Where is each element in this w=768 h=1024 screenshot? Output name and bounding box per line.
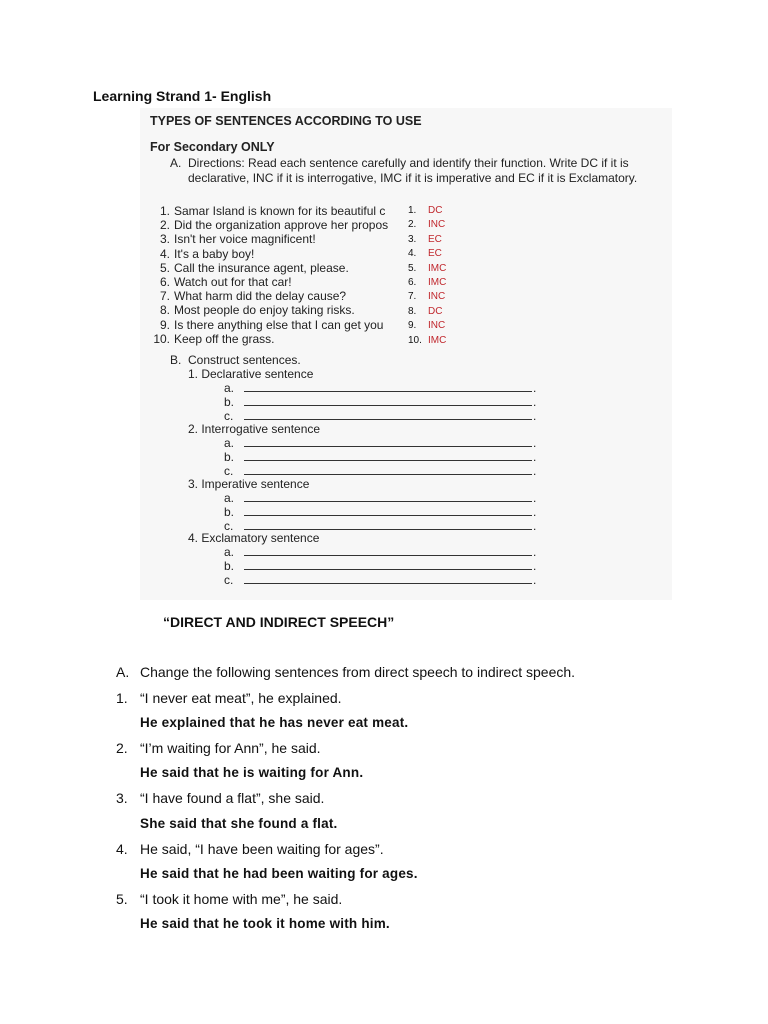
answer-line xyxy=(244,465,532,475)
answer-line xyxy=(244,574,532,584)
speech-question: 2. “I’m waiting for Ann”, he said. xyxy=(116,740,321,756)
category-declarative: 1. Declarative sentence xyxy=(188,367,314,381)
category-interrogative: 2. Interrogative sentence xyxy=(188,422,321,436)
directions-line-1: Directions: Read each sentence carefully and identify their function. Write DC if it is xyxy=(188,156,629,170)
speech-answer: He explained that he has never eat meat. xyxy=(140,715,409,730)
section-a-label: A. xyxy=(170,156,182,170)
answer-line xyxy=(244,560,532,570)
list-item: 10. Keep off the grass. xyxy=(153,331,275,346)
speech-answer: He said that he is waiting for Ann. xyxy=(140,765,364,780)
page-heading: Learning Strand 1- English xyxy=(93,88,272,104)
speech-answer: She said that she found a flat. xyxy=(140,816,338,831)
speech-instruction: A. Change the following sentences from direct speech to indirect speech. xyxy=(116,664,576,680)
blank-row: b. . xyxy=(224,559,537,573)
answer-line xyxy=(244,492,532,502)
worksheet-title: TYPES OF SENTENCES ACCORDING TO USE xyxy=(150,114,422,128)
list-item: 4. It's a baby boy! xyxy=(159,246,255,261)
worksheet-image xyxy=(140,108,672,600)
answer-item: 5. IMC xyxy=(408,262,447,274)
answer-line xyxy=(244,410,532,420)
list-item: 1. Samar Island is known for its beautiful c xyxy=(159,204,386,218)
blank-row: a. . xyxy=(224,381,537,395)
answer-line xyxy=(244,396,532,406)
directions xyxy=(170,156,637,186)
blank-row: a. . xyxy=(224,545,537,559)
list-item: 9. Is there anything else that I can get you xyxy=(159,317,384,332)
answer-line xyxy=(244,506,532,516)
blank-row: c. . xyxy=(224,573,537,587)
list-item: 5. Call the insurance agent, please. xyxy=(159,260,349,275)
speech-question: 4. He said, “I have been waiting for ages”. xyxy=(116,841,384,857)
list-item: 8. Most people do enjoy taking risks. xyxy=(159,303,355,318)
answer-list xyxy=(408,204,446,348)
blank-row: b. . xyxy=(224,395,537,409)
list-item: 2. Did the organization approve her propos xyxy=(159,218,389,233)
blank-row: c. . xyxy=(224,464,537,478)
answer-item: 1. DC xyxy=(408,205,443,216)
category-imperative: 3. Imperative sentence xyxy=(188,477,310,491)
blank-row: c. . xyxy=(224,409,537,423)
speech-question: 5. “I took it home with me”, he said. xyxy=(116,891,343,907)
blank-row: b. . xyxy=(224,505,537,519)
answer-line xyxy=(244,520,532,530)
list-item: 6. Watch out for that car! xyxy=(159,274,292,289)
blank-row: c. . xyxy=(224,519,537,533)
answer-item: 4. EC xyxy=(408,248,442,260)
worksheet-subtitle: For Secondary ONLY xyxy=(150,140,275,154)
speech-question: 3. “I have found a flat”, she said. xyxy=(116,790,325,806)
blank-row: a. . xyxy=(224,436,537,450)
answer-item: 2. INC xyxy=(408,219,446,231)
answer-line xyxy=(244,382,532,392)
answer-item: 8. DC xyxy=(408,305,443,317)
blank-row: a. . xyxy=(224,491,537,505)
category-exclamatory: 4. Exclamatory sentence xyxy=(188,531,320,545)
list-item: 7. What harm did the delay cause? xyxy=(159,289,347,304)
list-item: 3. Isn't her voice magnificent! xyxy=(159,232,316,247)
answer-line xyxy=(244,451,532,461)
directions-line-2: declarative, INC if it is interrogative, IMC if it is imperative and EC if it is Exclamatory. xyxy=(188,171,638,185)
speech-section-title: “DIRECT AND INDIRECT SPEECH” xyxy=(163,614,395,630)
section-b-heading: B. Construct sentences. xyxy=(170,353,301,367)
answer-item: 9. INC xyxy=(408,320,446,332)
answer-item: 7. INC xyxy=(408,291,446,303)
blank-row: b. . xyxy=(224,450,537,464)
answer-line xyxy=(244,437,532,447)
speech-answer: He said that he took it home with him. xyxy=(140,916,390,931)
answer-item: 6. IMC xyxy=(408,276,447,288)
answer-item: 3. EC xyxy=(408,233,442,245)
speech-question: 1. “I never eat meat”, he explained. xyxy=(116,690,342,706)
question-list xyxy=(150,204,392,346)
answer-item: 10. IMC xyxy=(408,334,447,346)
speech-answer: He said that he had been waiting for ages. xyxy=(140,866,418,881)
answer-line xyxy=(244,546,532,556)
